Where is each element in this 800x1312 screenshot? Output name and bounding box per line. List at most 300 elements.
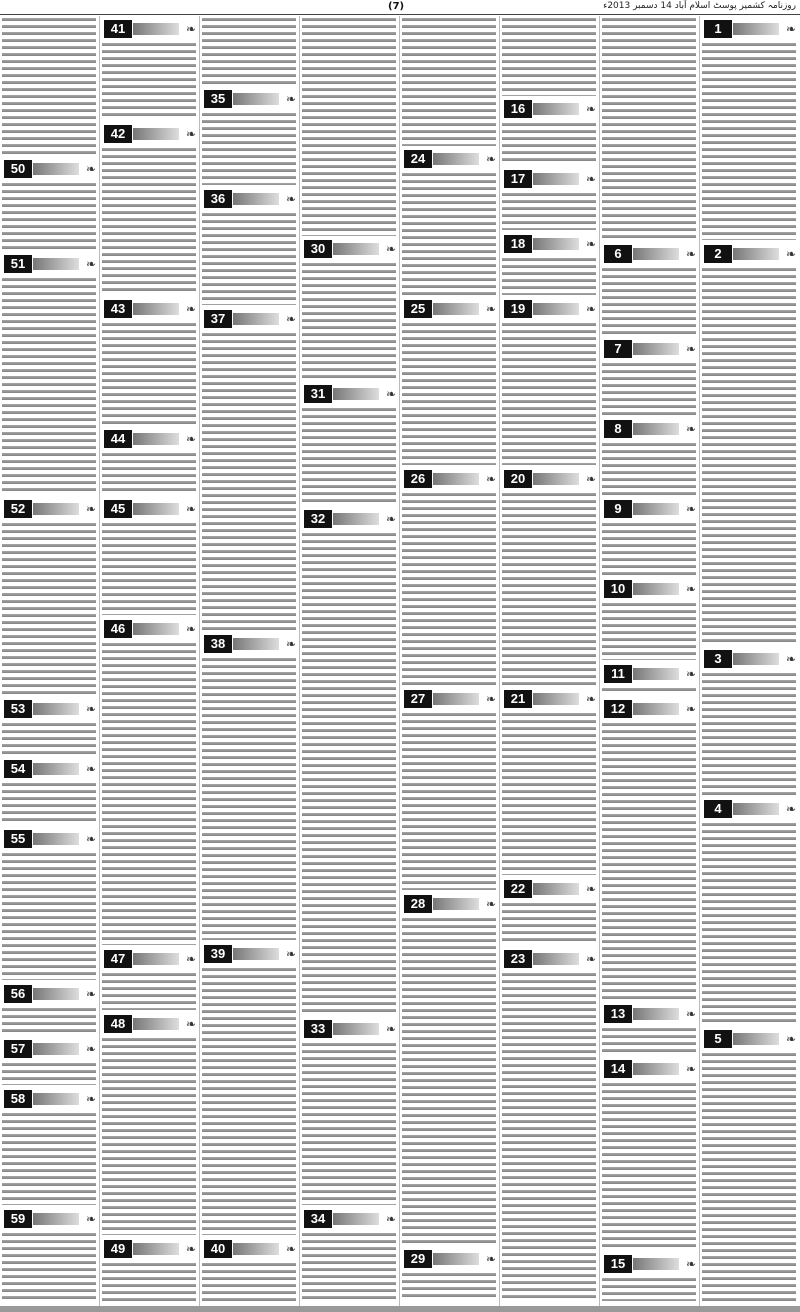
news-item-badge [302,240,396,258]
badge-gradient-bar [533,953,579,965]
news-item-number: 1 [704,20,732,38]
badge-gradient-bar [633,1258,679,1270]
news-item-badge [2,1210,96,1228]
news-item-number: 25 [404,300,432,318]
article-text [502,711,596,875]
article-text [502,971,596,1301]
news-item-number: 7 [604,340,632,358]
badge-gradient-bar [733,1033,779,1045]
news-item-number: 58 [4,1090,32,1108]
news-item-badge [302,385,396,403]
badge-gradient-bar [633,668,679,680]
news-item-badge [102,20,196,38]
news-item-badge [702,650,796,668]
news-item-number: 47 [104,950,132,968]
badge-gradient-bar [633,1063,679,1075]
article-text [202,331,296,630]
badge-gradient-bar [733,653,779,665]
news-item-number: 53 [4,700,32,718]
article-text [202,1261,296,1301]
badge-gradient-bar [33,763,79,775]
article-text [102,641,196,945]
leaf-ornament-icon: ❧ [485,302,496,316]
news-item-number: 55 [4,830,32,848]
leaf-ornament-icon: ❧ [285,947,296,961]
badge-gradient-bar [33,833,79,845]
leaf-ornament-icon: ❧ [685,702,696,716]
article-text [102,971,196,1010]
news-item-number: 43 [104,300,132,318]
news-column [0,16,98,1306]
badge-gradient-bar [433,473,479,485]
news-item-badge [602,700,696,718]
news-item-badge [102,430,196,448]
article-text [602,361,696,415]
badge-gradient-bar [33,258,79,270]
news-column [300,16,398,1306]
news-item-number: 36 [204,190,232,208]
news-item-number: 31 [304,385,332,403]
news-item-badge [602,1005,696,1023]
news-item-badge [202,635,296,653]
news-item-number: 21 [504,690,532,708]
leaf-ornament-icon: ❧ [685,247,696,261]
news-item-badge [202,945,296,963]
leaf-ornament-icon: ❧ [585,302,596,316]
leaf-ornament-icon: ❧ [785,22,796,36]
article-text [502,121,596,165]
badge-gradient-bar [633,1008,679,1020]
news-item-number: 9 [604,500,632,518]
badge-gradient-bar [33,1213,79,1225]
article-text [702,41,796,240]
article-text [2,781,96,825]
news-item-badge [402,690,496,708]
badge-gradient-bar [533,883,579,895]
column-divider [599,16,600,1306]
badge-gradient-bar [533,303,579,315]
badge-gradient-bar [433,303,479,315]
article-text [302,16,396,236]
news-item-badge [502,100,596,118]
leaf-ornament-icon: ❧ [485,1252,496,1266]
leaf-ornament-icon: ❧ [185,1242,196,1256]
news-item-number: 38 [204,635,232,653]
news-item-number: 18 [504,235,532,253]
article-text [402,16,496,146]
news-item-badge [702,800,796,818]
badge-gradient-bar [233,948,279,960]
leaf-ornament-icon: ❧ [85,257,96,271]
article-text [202,16,296,86]
news-item-number: 34 [304,1210,332,1228]
news-item-number: 46 [104,620,132,638]
news-item-number: 52 [4,500,32,518]
news-item-number: 13 [604,1005,632,1023]
news-item-number: 45 [104,500,132,518]
badge-gradient-bar [633,423,679,435]
article-text [102,451,196,495]
badge-gradient-bar [433,693,479,705]
badge-gradient-bar [133,1018,179,1030]
article-text [2,276,96,495]
badge-gradient-bar [33,503,79,515]
leaf-ornament-icon: ❧ [285,1242,296,1256]
news-item-badge [2,700,96,718]
news-item-badge [602,1060,696,1078]
news-item-badge [402,300,496,318]
article-text [302,1041,396,1205]
news-item-badge [602,665,696,683]
news-item-badge [2,1090,96,1108]
article-text [2,1006,96,1035]
news-item-number: 4 [704,800,732,818]
news-item-number: 40 [204,1240,232,1258]
article-text [602,521,696,575]
article-text [602,1081,696,1250]
article-text [402,711,496,890]
column-divider [99,16,100,1306]
badge-gradient-bar [133,623,179,635]
news-column [500,16,598,1306]
news-item-number: 20 [504,470,532,488]
column-divider [699,16,700,1306]
leaf-ornament-icon: ❧ [385,242,396,256]
news-item-badge [402,1250,496,1268]
badge-gradient-bar [33,988,79,1000]
news-item-badge [302,510,396,528]
article-text [402,1271,496,1301]
badge-gradient-bar [33,1093,79,1105]
badge-gradient-bar [233,1243,279,1255]
badge-gradient-bar [33,163,79,175]
article-text [502,321,596,465]
news-item-number: 48 [104,1015,132,1033]
leaf-ornament-icon: ❧ [685,502,696,516]
article-text [702,266,796,645]
badge-gradient-bar [333,513,379,525]
badge-gradient-bar [333,243,379,255]
news-item-badge [102,950,196,968]
badge-gradient-bar [133,303,179,315]
leaf-ornament-icon: ❧ [385,1212,396,1226]
leaf-ornament-icon: ❧ [785,247,796,261]
badge-gradient-bar [233,193,279,205]
article-text [202,656,296,940]
badge-gradient-bar [433,153,479,165]
news-item-badge [602,500,696,518]
article-text [102,1261,196,1301]
leaf-ornament-icon: ❧ [785,1032,796,1046]
badge-gradient-bar [633,583,679,595]
leaf-ornament-icon: ❧ [85,987,96,1001]
leaf-ornament-icon: ❧ [285,192,296,206]
news-item-number: 5 [704,1030,732,1048]
news-item-badge [2,500,96,518]
news-item-number: 57 [4,1040,32,1058]
page-number: (7) [388,1,405,12]
article-text [402,916,496,1245]
leaf-ornament-icon: ❧ [685,667,696,681]
leaf-ornament-icon: ❧ [485,692,496,706]
article-text [2,521,96,695]
article-text [2,181,96,250]
badge-gradient-bar [133,23,179,35]
news-item-number: 54 [4,760,32,778]
news-item-badge [202,190,296,208]
footer-bar [0,1306,800,1312]
news-item-badge [2,830,96,848]
article-text [602,16,696,241]
news-item-number: 2 [704,245,732,263]
news-item-number: 11 [604,665,632,683]
article-text [202,211,296,305]
news-item-badge [402,895,496,913]
leaf-ornament-icon: ❧ [685,1257,696,1271]
news-item-badge [102,125,196,143]
news-item-badge [202,90,296,108]
news-item-badge [202,1240,296,1258]
badge-gradient-bar [633,248,679,260]
leaf-ornament-icon: ❧ [185,952,196,966]
news-item-badge [102,1015,196,1033]
leaf-ornament-icon: ❧ [585,472,596,486]
leaf-ornament-icon: ❧ [585,692,596,706]
news-item-badge [502,470,596,488]
news-column [700,16,798,1306]
badge-gradient-bar [333,1213,379,1225]
news-item-number: 27 [404,690,432,708]
leaf-ornament-icon: ❧ [185,432,196,446]
news-item-badge [602,245,696,263]
article-text [602,601,696,660]
column-divider [399,16,400,1306]
news-item-number: 50 [4,160,32,178]
badge-gradient-bar [233,313,279,325]
leaf-ornament-icon: ❧ [85,162,96,176]
article-text [702,671,796,795]
leaf-ornament-icon: ❧ [385,387,396,401]
badge-gradient-bar [533,473,579,485]
news-item-number: 33 [304,1020,332,1038]
news-item-number: 24 [404,150,432,168]
badge-gradient-bar [133,1243,179,1255]
badge-gradient-bar [733,248,779,260]
leaf-ornament-icon: ❧ [185,622,196,636]
news-item-number: 19 [504,300,532,318]
news-item-number: 28 [404,895,432,913]
news-item-badge [2,985,96,1003]
leaf-ornament-icon: ❧ [85,1042,96,1056]
news-item-badge [102,1240,196,1258]
news-item-number: 6 [604,245,632,263]
article-text [302,406,396,505]
article-text [2,1111,96,1205]
page-header [0,0,800,15]
news-column [400,16,498,1306]
badge-gradient-bar [533,103,579,115]
badge-gradient-bar [533,238,579,250]
article-text [402,171,496,295]
badge-gradient-bar [133,953,179,965]
leaf-ornament-icon: ❧ [85,502,96,516]
news-item-number: 16 [504,100,532,118]
article-text [602,1026,696,1055]
news-item-badge [502,235,596,253]
news-item-number: 23 [504,950,532,968]
news-item-number: 51 [4,255,32,273]
article-text [302,531,396,1015]
badge-gradient-bar [133,503,179,515]
news-item-number: 35 [204,90,232,108]
badge-gradient-bar [533,173,579,185]
badge-gradient-bar [733,803,779,815]
leaf-ornament-icon: ❧ [685,342,696,356]
badge-gradient-bar [233,93,279,105]
article-text [702,821,796,1025]
leaf-ornament-icon: ❧ [585,237,596,251]
leaf-ornament-icon: ❧ [685,1007,696,1021]
news-item-number: 42 [104,125,132,143]
leaf-ornament-icon: ❧ [685,582,696,596]
article-text [402,491,496,685]
article-text [602,721,696,1000]
leaf-ornament-icon: ❧ [585,952,596,966]
news-item-badge [402,150,496,168]
leaf-ornament-icon: ❧ [585,882,596,896]
news-item-number: 15 [604,1255,632,1273]
leaf-ornament-icon: ❧ [585,102,596,116]
leaf-ornament-icon: ❧ [85,1092,96,1106]
news-item-number: 44 [104,430,132,448]
article-text [2,1061,96,1085]
article-text [102,41,196,120]
badge-gradient-bar [633,503,679,515]
leaf-ornament-icon: ❧ [85,1212,96,1226]
article-text [202,111,296,185]
news-item-badge [502,170,596,188]
news-item-badge [302,1020,396,1038]
article-text [602,441,696,495]
leaf-ornament-icon: ❧ [485,472,496,486]
masthead-date: روزنامہ کشمیر پوسٹ اسلام آباد 14 دسمبر 2013ء [603,1,796,11]
article-text [402,321,496,465]
leaf-ornament-icon: ❧ [685,1062,696,1076]
news-item-badge [2,1040,96,1058]
article-text [602,266,696,335]
leaf-ornament-icon: ❧ [185,22,196,36]
article-text [202,966,296,1235]
article-text [102,521,196,615]
leaf-ornament-icon: ❧ [785,802,796,816]
leaf-ornament-icon: ❧ [285,637,296,651]
leaf-ornament-icon: ❧ [85,832,96,846]
article-text [102,321,196,425]
badge-gradient-bar [533,693,579,705]
leaf-ornament-icon: ❧ [185,127,196,141]
leaf-ornament-icon: ❧ [285,92,296,106]
news-item-badge [702,1030,796,1048]
leaf-ornament-icon: ❧ [185,302,196,316]
news-item-badge [602,580,696,598]
article-text [602,1276,696,1301]
news-item-number: 17 [504,170,532,188]
badge-gradient-bar [433,1253,479,1265]
article-text [702,1051,796,1301]
leaf-ornament-icon: ❧ [685,422,696,436]
article-text [502,256,596,295]
news-item-number: 12 [604,700,632,718]
news-item-number: 39 [204,945,232,963]
leaf-ornament-icon: ❧ [285,312,296,326]
article-text [2,16,96,156]
leaf-ornament-icon: ❧ [785,652,796,666]
news-item-badge [2,255,96,273]
column-divider [299,16,300,1306]
column-divider [499,16,500,1306]
news-column [200,16,298,1306]
news-item-badge [502,690,596,708]
news-item-number: 32 [304,510,332,528]
badge-gradient-bar [33,703,79,715]
article-text [302,1231,396,1301]
article-text [102,1036,196,1235]
news-item-number: 29 [404,1250,432,1268]
article-text [502,491,596,685]
article-text [502,16,596,96]
news-item-badge [502,300,596,318]
news-item-badge [102,620,196,638]
badge-gradient-bar [233,638,279,650]
badge-gradient-bar [433,898,479,910]
badge-gradient-bar [333,1023,379,1035]
leaf-ornament-icon: ❧ [85,762,96,776]
news-item-number: 3 [704,650,732,668]
news-item-badge [2,760,96,778]
badge-gradient-bar [33,1043,79,1055]
news-item-badge [2,160,96,178]
leaf-ornament-icon: ❧ [185,502,196,516]
news-item-number: 14 [604,1060,632,1078]
badge-gradient-bar [733,23,779,35]
news-column [600,16,698,1306]
news-item-badge [202,310,296,328]
leaf-ornament-icon: ❧ [585,172,596,186]
news-item-badge [702,20,796,38]
news-item-badge [702,245,796,263]
news-item-number: 49 [104,1240,132,1258]
news-item-badge [602,420,696,438]
article-text [2,851,96,980]
news-item-badge [602,340,696,358]
news-item-badge [502,950,596,968]
news-item-number: 10 [604,580,632,598]
news-item-badge [302,1210,396,1228]
article-text [502,191,596,230]
news-item-number: 8 [604,420,632,438]
news-item-number: 26 [404,470,432,488]
article-text [2,1231,96,1301]
badge-gradient-bar [633,703,679,715]
badge-gradient-bar [333,388,379,400]
leaf-ornament-icon: ❧ [85,702,96,716]
article-text [302,261,396,380]
news-item-badge [402,470,496,488]
news-item-number: 37 [204,310,232,328]
badge-gradient-bar [633,343,679,355]
news-item-number: 22 [504,880,532,898]
news-column [100,16,198,1306]
